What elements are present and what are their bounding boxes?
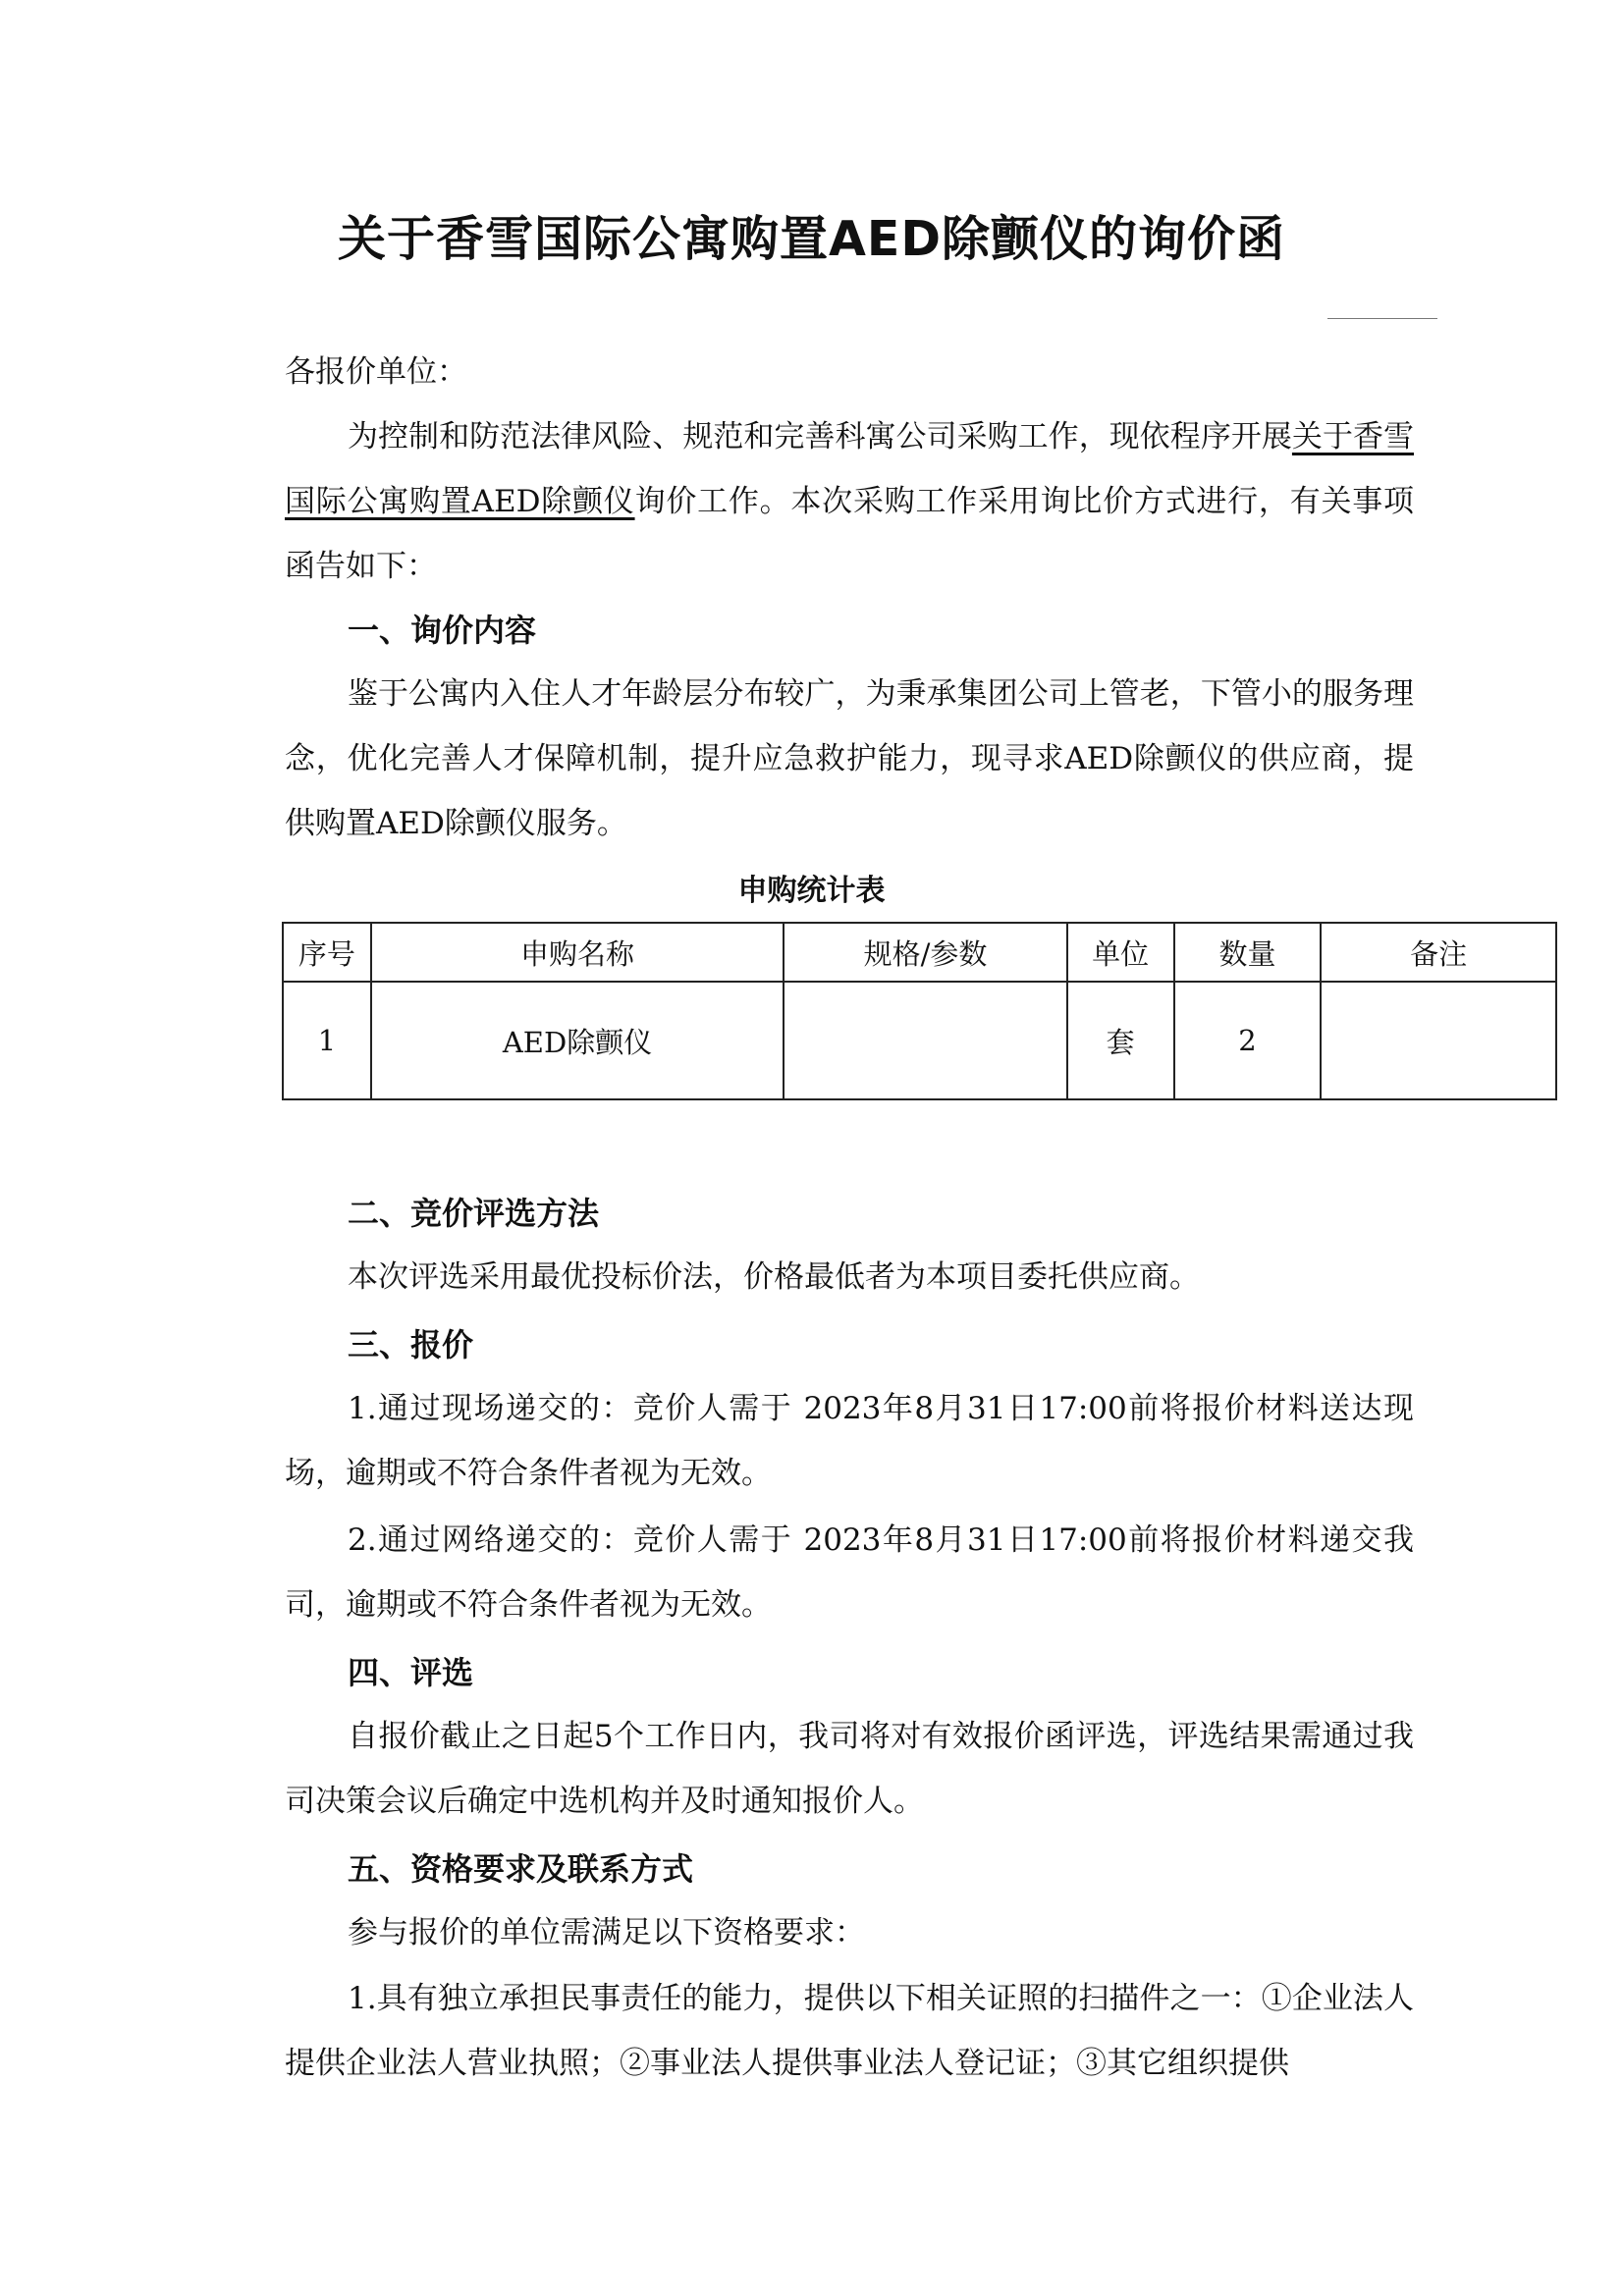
cell-spec (784, 982, 1067, 1099)
section3-item1: 1.通过现场递交的：竞价人需于 2023年8月31日17:00前将报价材料送达现场，逾期或不符合条件者视为无效。 (285, 1391, 1414, 1491)
section1-body: 鉴于公寓内入住人才年龄层分布较广，为秉承集团公司上管老，下管小的服务理念，优化完善人才保障机制，提升应急救护能力，现寻求AED除颤仪的供应商，提供购置AED除颤仪服务。 (285, 676, 1414, 841)
col-header-name: 申购名称 (371, 923, 784, 982)
section4-body: 自报价截止之日起5个工作日内，我司将对有效报价函评选，评选结果需通过我司决策会议后确定中选机构并及时通知报价人。 (285, 1719, 1414, 1819)
section5-item1: 1.具有独立承担民事责任的能力，提供以下相关证照的扫描件之一：①企业法人提供企业法人营业执照；②事业法人提供事业法人登记证；③其它组织提供 (285, 1981, 1414, 2081)
table-header-row (283, 923, 1556, 982)
col-header-no: 序号 (283, 923, 371, 982)
section5-heading: 五、资格要求及联系方式 (348, 1850, 694, 1888)
col-header-unit: 单位 (1067, 923, 1174, 982)
section2-heading: 二、竞价评选方法 (348, 1195, 600, 1232)
section5-intro: 参与报价的单位需满足以下资格要求： (348, 1915, 865, 1950)
cell-unit: 套 (1067, 982, 1174, 1099)
col-header-qty: 数量 (1174, 923, 1322, 982)
col-header-spec: 规格/参数 (784, 923, 1067, 982)
section1-heading: 一、询价内容 (348, 612, 537, 649)
section2-body: 本次评选采用最优投标价法，价格最低者为本项目委托供应商。 (348, 1259, 1200, 1295)
cell-name: AED除颤仪 (371, 982, 784, 1099)
table-caption: 申购统计表 (737, 874, 886, 908)
purchase-table (282, 922, 1557, 1100)
header-rule (1327, 318, 1437, 319)
salutation: 各报价单位： (285, 354, 467, 390)
section3-item2: 2.通过网络递交的：竞价人需于 2023年8月31日17:00前将报价材料递交我司，逾期或不符合条件者视为无效。 (285, 1522, 1414, 1623)
cell-no: 1 (283, 982, 371, 1099)
section4-heading: 四、评选 (348, 1654, 474, 1691)
col-header-note: 备注 (1321, 923, 1556, 982)
intro-after: 询价工作。本次采购工作采用询比价方式进行，有关事项函告如下： (285, 484, 1415, 584)
intro-before: 为控制和防范法律风险、规范和完善科寓公司采购工作，现依程序开展 (348, 419, 1292, 454)
cell-qty: 2 (1174, 982, 1322, 1099)
project-name: 关于香雪国际公寓购置AED除颤仪 (285, 419, 1415, 519)
table-row (283, 982, 1556, 1099)
document-title: 关于香雪国际公寓购置AED除颤仪的询价函 (337, 211, 1286, 267)
section3-heading: 三、报价 (348, 1326, 474, 1363)
cell-note (1321, 982, 1556, 1099)
intro-paragraph (285, 404, 1414, 599)
